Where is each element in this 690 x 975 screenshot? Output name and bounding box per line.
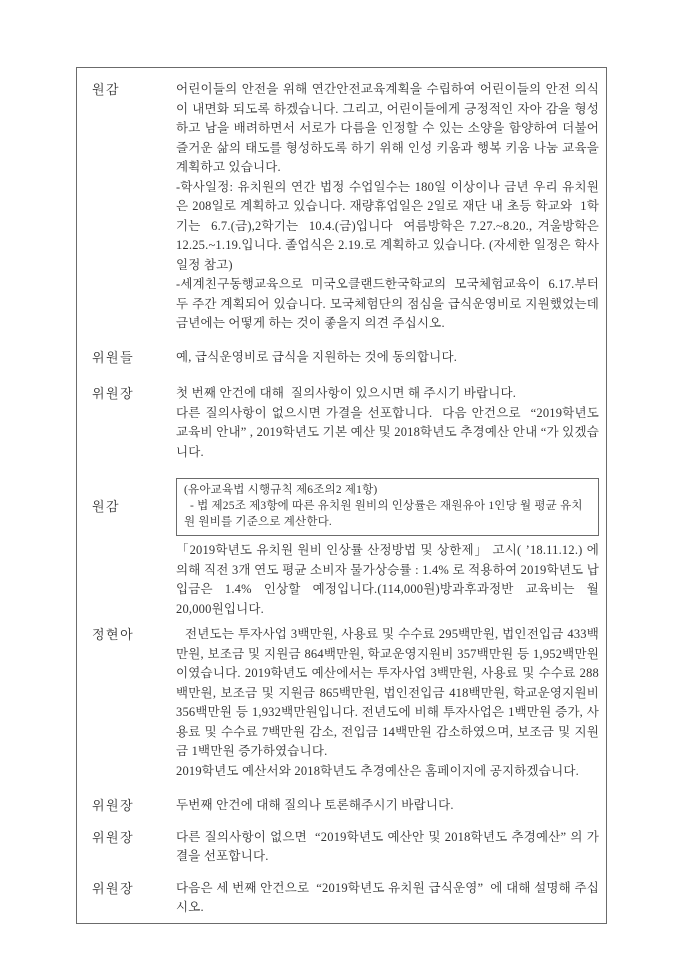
speaker-name: 위원장 bbox=[92, 829, 135, 845]
speaker-statement bbox=[176, 384, 606, 462]
statement-paragraph: 전년도는 투자사업 3백만원, 사용료 및 수수료 295백만원, 법인전입금 433백만원, 보조금 및 지원금 864백만원, 학교운영지원비 357백만원 등 1,952백만원이였습니다. 2019학년도 예산에서는 투자사업 3백만원, 사용료 및 수수료 288백만원, 보조금 및 지원금 865백만원, 법인전입금 418백만원, 학교운영지원비 356백만원 등 1,932백만원입니다. 전년도에 비해 투자사업은 1백만원 증가, 사용료 및 수수료 7백만원 감소, 전입금 14백만원 감소하였으며, 보조금 및 지원금 1백만원 증가하였습니다. bbox=[176, 627, 599, 758]
speaker-statement bbox=[176, 478, 606, 619]
minutes-row-chairperson-1 bbox=[77, 384, 606, 462]
speaker-statement bbox=[176, 80, 606, 334]
regulation-note-box bbox=[176, 478, 599, 536]
minutes-row-chairperson-4 bbox=[77, 879, 606, 918]
minutes-row-chairperson-3 bbox=[77, 828, 606, 867]
note-line: - 법 제25조 제3항에 따른 유치원 원비의 인상률은 재원유아 1인당 월 평균 유치원 원비를 기준으로 계산한다. bbox=[184, 500, 583, 528]
minutes-row-vice-principal-1 bbox=[77, 80, 606, 334]
speaker-name: 위원장 bbox=[92, 880, 135, 896]
statement-paragraph: 첫 번째 안건에 대해 질의사항이 있으시면 해 주시기 바랍니다. bbox=[176, 386, 517, 400]
statement-paragraph: -학사일정: 유치원의 연간 법정 수업일수는 180일 이상이나 금년 우리 유치원은 208일로 계획하고 있습니다. 재량휴업일은 2일로 재단 내 초등 학교와 1학기는 6.7.(금),2학기는 10.4.(금)입니다 여름방학은 7.27.~8.20., 겨울방학은 12.25.~1.19.입니다. 졸업식은 2.19.로 계획하고 있습니다. (자세한 일정은 학사일정 참고) bbox=[176, 179, 599, 272]
statement-paragraph: 다른 질의사항이 없으시면 가결을 선포합니다. 다음 안건으로 “2019학년도 교육비 안내” , 2019학년도 기본 예산 및 2018학년도 추경예산 안내 “가 있겠습니다. bbox=[176, 405, 599, 459]
minutes-row-vice-principal-2 bbox=[77, 478, 606, 619]
minutes-table bbox=[76, 67, 607, 924]
statement-paragraph: 다른 질의사항이 없으면 “2019학년도 예산안 및 2018학년도 추경예산” 의 가결을 선포합니다. bbox=[176, 829, 599, 863]
speaker-statement bbox=[176, 625, 606, 781]
speaker-name: 위원장 bbox=[92, 798, 135, 813]
speaker-name: 위원들 bbox=[92, 349, 135, 365]
statement-paragraph: 예, 급식운영비로 급식을 지원하는 것에 동의합니다. bbox=[176, 349, 458, 364]
speaker-name: 정현아 bbox=[92, 627, 135, 642]
speaker-statement bbox=[176, 828, 606, 867]
speaker-statement bbox=[176, 348, 606, 368]
note-line: (유아교육법 시행규칙 제6조의2 제1항) bbox=[184, 484, 378, 496]
speaker-statement bbox=[176, 796, 606, 816]
statement-paragraph: 다음은 세 번째 안건으로 “2019학년도 유치원 급식운영” 에 대해 설명해 주십시오. bbox=[176, 880, 599, 914]
minutes-row-jeong-hyeon-a bbox=[77, 625, 606, 781]
speaker-name: 위원장 bbox=[92, 386, 135, 401]
statement-paragraph: 2019학년도 예산서와 2018학년도 추경예산은 홈페이지에 공지하겠습니다. bbox=[176, 763, 579, 778]
minutes-row-committee-members bbox=[77, 348, 606, 368]
speaker-statement bbox=[176, 879, 606, 918]
statement-paragraph: 어린이들의 안전을 위해 연간안전교육계획을 수립하여 어린이들의 안전 의식이 내면화 되도록 하겠습니다. 그리고, 어린이들에게 긍정적인 자아 감을 형성하고 남을 배려하면서 서로가 다름을 인정할 수 있는 소양을 함양하여 더불어 즐거운 삶의 태도를 형성하도록 하기 위해 인성 키움과 행복 키움 나눔 교육을 계획하고 있습니다. bbox=[176, 82, 599, 174]
speaker-name: 원감 bbox=[92, 82, 121, 97]
statement-paragraph: -세계친구동행교육으로 미국오클랜드한국학교의 모국체험교육이 6.17.부터 두 주간 계획되어 있습니다. 모국체험단의 점심을 급식운영비로 지원했었는데 금년에는 어떻게 하는 것이 좋을지 의견 주십시오. bbox=[176, 277, 599, 330]
minutes-row-chairperson-2 bbox=[77, 796, 606, 816]
statement-paragraph: 두번째 안건에 대해 질의나 토론해주시기 바랍니다. bbox=[176, 798, 454, 812]
speaker-name: 원감 bbox=[92, 499, 121, 514]
statement-paragraph: 「2019학년도 유치원 원비 인상률 산정방법 및 상한제」 고시( ’18.11.12.) 에 의해 직전 3개 연도 평균 소비자 물가상승률 : 1.4% 로 적용하여 2019학년도 납입금은 1.4% 인상할 예정입니다.(114,000원)방과후과정반 교육비는 월 20,000원입니다. bbox=[176, 543, 599, 616]
